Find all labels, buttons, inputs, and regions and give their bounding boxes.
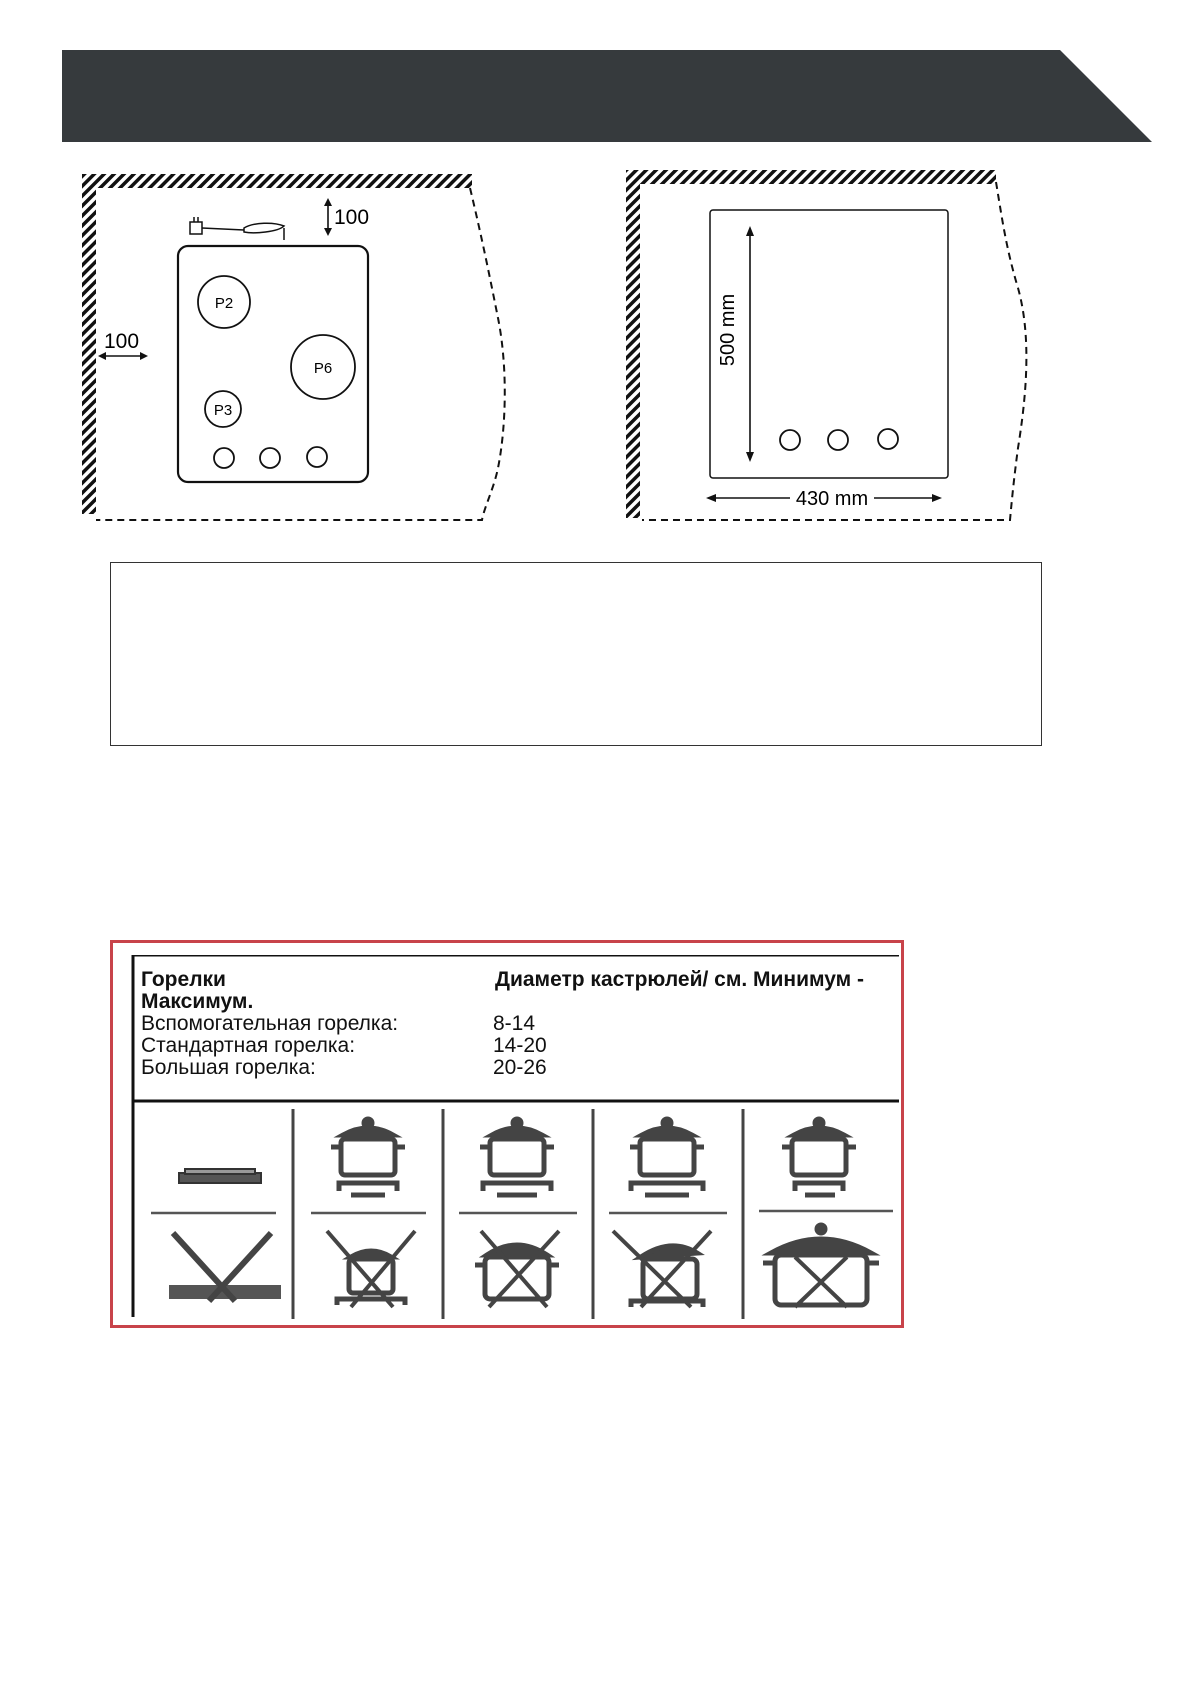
row-large-range: 20-26 [493, 1056, 547, 1079]
row-large-name: Большая горелка: [141, 1056, 316, 1079]
cutout-dimensions-diagram [626, 168, 1046, 530]
power-cord-icon [190, 217, 284, 240]
burner-p3-label: P3 [213, 402, 233, 419]
width-label: 430 mm [795, 488, 869, 510]
pot-correct-icon [630, 1119, 704, 1195]
pot-crossed-icon [475, 1231, 559, 1307]
pot-too-small-crossed-icon [327, 1231, 415, 1307]
pot-correct-icon [480, 1119, 554, 1195]
control-knob [260, 448, 280, 468]
pan-table-inner [131, 955, 899, 1317]
clearance-top-arrow [324, 198, 332, 236]
depth-label: 500 mm [717, 293, 739, 367]
burner-p6-label: P6 [313, 360, 333, 377]
burner-p2-label: P2 [214, 295, 234, 312]
control-knob [780, 430, 800, 450]
row-standard-name: Стандартная горелка: [141, 1034, 356, 1057]
control-knob [307, 447, 327, 467]
row-standard-range: 14-20 [493, 1034, 547, 1057]
wall-left-hatch [626, 170, 640, 518]
header-burners: Горелки [141, 968, 226, 991]
installation-clearance-diagram [78, 168, 518, 530]
header-pan-diameter: Диаметр кастрюлей/ см. Минимум - [495, 968, 865, 991]
wall-left-hatch [82, 174, 96, 514]
row-auxiliary-range: 8-14 [493, 1012, 536, 1035]
wall-top-hatch [626, 170, 996, 184]
clearance-side-arrow [98, 352, 148, 360]
pot-tilted-crossed-icon [613, 1231, 711, 1307]
banner-shape [62, 50, 1152, 142]
pan-size-table [110, 940, 904, 1328]
row-auxiliary-name: Вспомогательная горелка: [141, 1012, 399, 1035]
clearance-side-label: 100 [104, 330, 140, 353]
wall-top-hatch [82, 174, 472, 188]
flat-plate-icon [179, 1169, 261, 1183]
pan-usage-pictograms [131, 1107, 899, 1329]
flat-plate-crossed-icon [169, 1233, 281, 1301]
header-banner [62, 50, 1152, 142]
control-knob [214, 448, 234, 468]
clearance-top-label: 100 [334, 206, 370, 229]
pot-correct-icon [782, 1119, 856, 1195]
control-knob [878, 429, 898, 449]
note-box [110, 562, 1042, 746]
pot-correct-icon [331, 1119, 405, 1195]
pot-too-large-crossed-icon [763, 1225, 879, 1307]
control-knob [828, 430, 848, 450]
header-maximum: Максимум. [141, 990, 254, 1013]
